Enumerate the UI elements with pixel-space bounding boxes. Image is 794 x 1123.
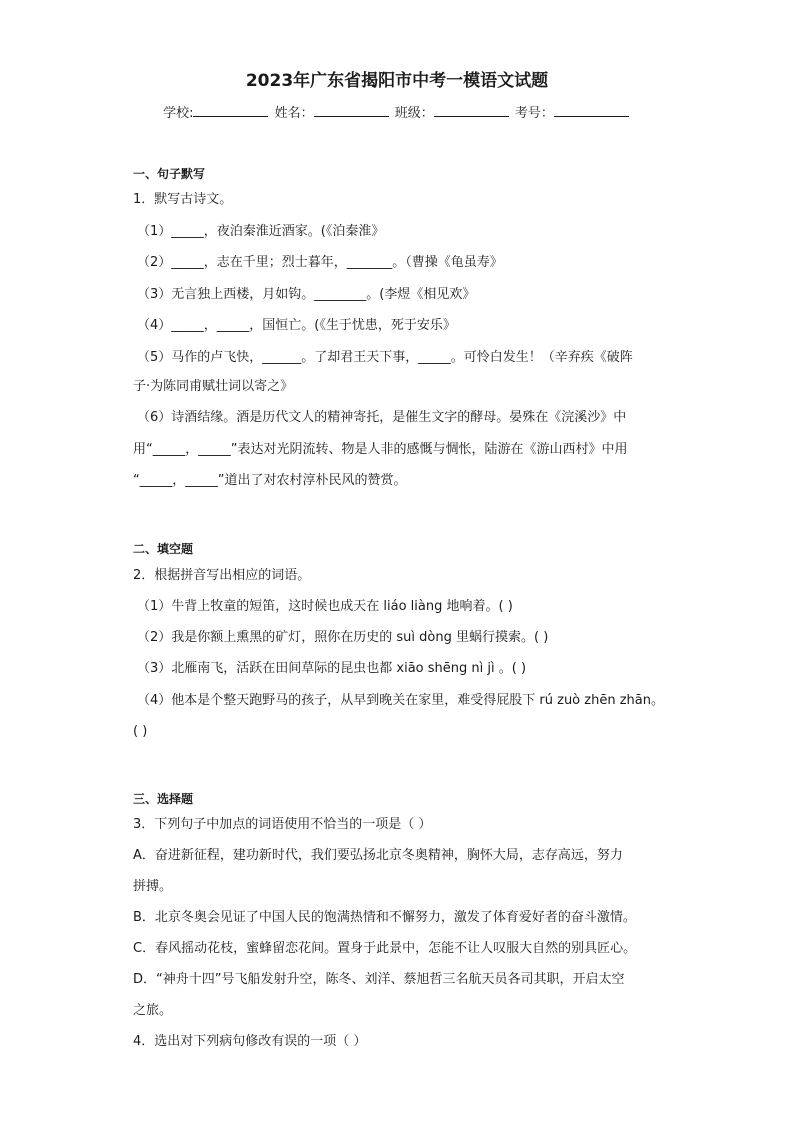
question-text: 3．下列句子中加点的词语使用不恰当的一项是（ ） xyxy=(133,817,432,832)
exam-title: 2023年广东省揭阳市中考一模语文试题 xyxy=(245,71,549,91)
student-info-line xyxy=(0,103,794,123)
option-d: D．“神舟十四”号飞船发射升空，陈冬、刘洋、蔡旭哲三名航天员各司其职，开启太空 xyxy=(133,972,625,987)
answer-parentheses: ( ) xyxy=(133,724,148,739)
exam-number-label: 考号： xyxy=(514,106,554,121)
question-line: （2）_____，志在千里；烈士暮年，_______。（曹操《龟虽寿》 xyxy=(137,255,503,270)
question-line: （3）无言独上西楼，月如钩。________。(李煜《相见欢》 xyxy=(137,287,476,302)
question-line: （1）_____，夜泊秦淮近酒家。(《泊秦淮》 xyxy=(137,224,385,239)
option-b: B．北京冬奥会见证了中国人民的饱满热情和不懈努力，激发了体育爱好者的奋斗激情。 xyxy=(133,910,636,925)
option-d-continued: 之旅。 xyxy=(133,1003,173,1018)
question-text: 4．选出对下列病句修改有误的一项（ ） xyxy=(133,1034,367,1049)
class-blank[interactable] xyxy=(434,103,509,117)
name-label: 姓名： xyxy=(274,106,314,121)
question-line: 子·为陈同甫赋壮词以寄之》 xyxy=(133,379,294,394)
school-label: 学校: xyxy=(163,106,194,121)
option-a: A．奋进新征程，建功新时代，我们要弘扬北京冬奥精神，胸怀大局，志存高远，努力 xyxy=(133,848,623,863)
question-line: （6）诗酒结缘。酒是历代文人的精神寄托，是催生文字的酵母。晏殊在《浣溪沙》中 xyxy=(137,410,627,425)
question-line: 用“_____，_____”表达对光阴流转、物是人非的感慨与惆怅，陆游在《游山西村》中用 xyxy=(133,442,628,457)
question-text: 1．默写古诗文。 xyxy=(133,192,233,207)
section-heading: 二、填空题 xyxy=(133,542,194,556)
option-a-continued: 拼搏。 xyxy=(133,879,173,894)
question-text: 2．根据拼音写出相应的词语。 xyxy=(133,568,311,583)
option-c: C．春风摇动花枝，蜜蜂留恋花间。置身于此景中，怎能不让人叹服大自然的别具匠心。 xyxy=(133,941,637,956)
question-line: （5）马作的卢飞快，______。了却君王天下事，_____。可怜白发生！（辛弃疾《破阵 xyxy=(137,350,633,365)
question-line: （2）我是你额上熏黑的矿灯，照你在历史的 suì dòng 里蜗行摸索。( ) xyxy=(137,630,549,645)
question-line: “_____，_____”道出了对农村淳朴民风的赞赏。 xyxy=(133,473,407,488)
name-blank[interactable] xyxy=(314,103,389,117)
question-line: （4）他本是个整天跑野马的孩子，从早到晚关在家里，难受得屁股下 rú zuò zhēn zhān。 xyxy=(137,693,664,708)
school-blank[interactable] xyxy=(193,103,268,117)
exam-number-blank[interactable] xyxy=(554,103,629,117)
section-heading: 三、选择题 xyxy=(133,792,194,806)
question-line: （4）_____，_____，国恒亡。(《生于忧患，死于安乐》 xyxy=(137,318,456,333)
question-line: （3）北雁南飞，活跃在田间草际的昆虫也都 xiāo shēng nì jì 。( ) xyxy=(137,661,527,676)
section-heading: 一、句子默写 xyxy=(133,167,206,181)
class-label: 班级： xyxy=(394,106,434,121)
question-line: （1）牛背上牧童的短笛，这时候也成天在 liáo liàng 地响着。( ) xyxy=(137,599,513,614)
